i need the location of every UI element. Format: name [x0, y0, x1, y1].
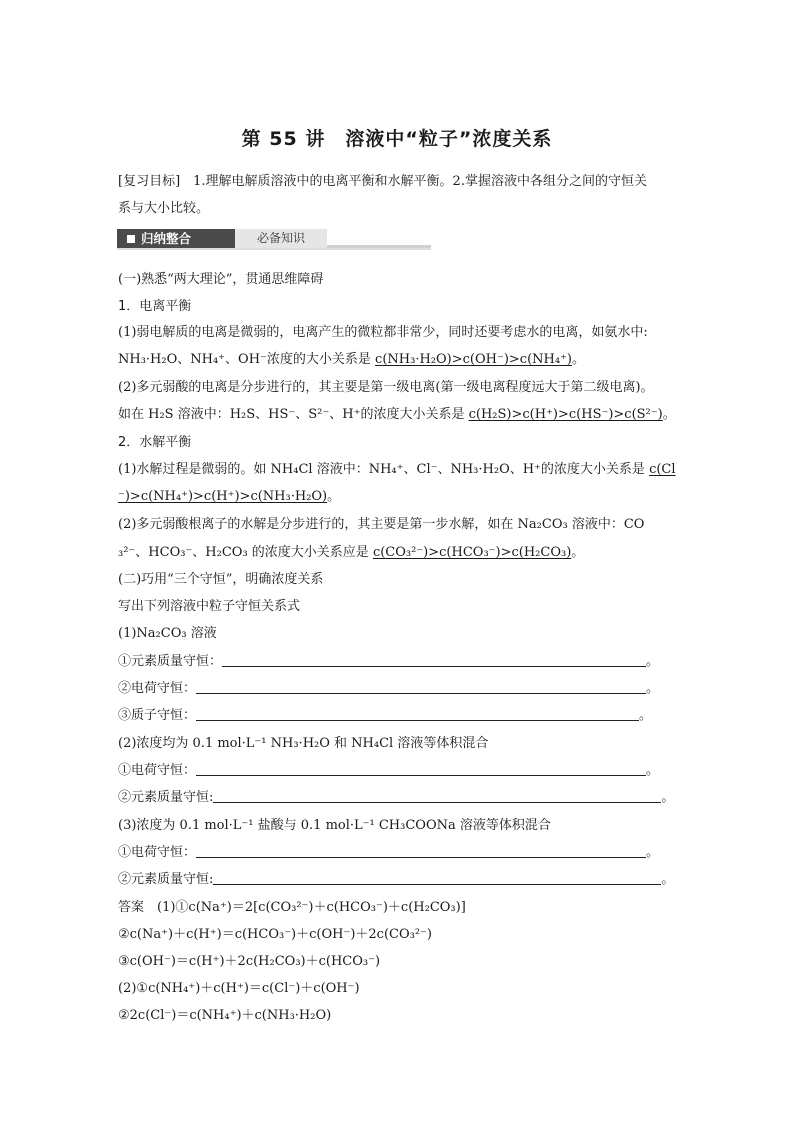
paragraph-3-line-1	[118, 462, 676, 478]
paragraph-1-text: NH₃·H₂O、NH₄⁺、OH⁻浓度的大小关系是	[118, 352, 376, 367]
review-goals-line-1: [复习目标] 1.理解电解质溶液中的电离平衡和水解平衡。2.掌握溶液中各组分之间的守恒关	[118, 174, 647, 189]
paragraph-2-text: 如在 H₂S 溶液中：H₂S、HS⁻、S²⁻、H⁺的浓度大小关系是	[118, 407, 469, 422]
section-banner	[117, 229, 431, 251]
banner-main-label: 归纳整合	[141, 231, 192, 246]
q2-item-1	[118, 763, 659, 779]
q2-item-2	[118, 790, 674, 806]
answer-blank[interactable]	[196, 763, 646, 776]
answer-blank[interactable]	[196, 681, 646, 694]
q3-item-2-label: ②元素质量守恒:	[118, 872, 214, 887]
review-goals-line-2: 系与大小比较。	[118, 201, 210, 216]
period: 。	[639, 708, 653, 723]
answer-line-5: ②2c(Cl⁻)＝c(NH₄⁺)＋c(NH₃·H₂O)	[118, 1008, 332, 1023]
q1-item-2	[118, 681, 659, 697]
period: 。	[646, 763, 660, 778]
q3-item-1-label: ①电荷守恒：	[118, 845, 197, 860]
answer-3-part-1: c(Cl	[649, 462, 676, 477]
answer-line-2: ②c(Na⁺)＋c(H⁺)＝c(HCO₃⁻)＋c(OH⁻)＋2c(CO₃²⁻)	[118, 927, 432, 942]
paragraph-4-line-1: (2)多元弱酸根离子的水解是分步进行的，其主要是第一步水解，如在 Na₂CO₃ 溶液中：CO	[118, 517, 645, 532]
question-2: (2)浓度均为 0.1 mol·L⁻¹ NH₃·H₂O 和 NH₄Cl 溶液等体积混合	[118, 736, 489, 751]
q3-item-2	[118, 872, 674, 888]
period: 。	[646, 654, 660, 669]
paragraph-2-line-1: (2)多元弱酸的电离是分步进行的，其主要是第一级电离(第一级电离程度远大于第二级电离)。	[118, 380, 654, 395]
paragraph-1-line-2	[118, 352, 585, 368]
period: 。	[646, 845, 660, 860]
paragraph-4-line-2	[118, 545, 584, 561]
section-2-heading: (二)巧用“三个守恒”，明确浓度关系	[118, 572, 324, 587]
q1-item-3-label: ③质子守恒：	[118, 708, 197, 723]
period: 。	[661, 872, 675, 887]
q3-item-1	[118, 845, 659, 861]
subheading-ionization: 1．电离平衡	[118, 299, 192, 314]
answer-blank[interactable]	[213, 790, 661, 803]
answer-line-4: (2)①c(NH₄⁺)＋c(H⁺)＝c(Cl⁻)＋c(OH⁻)	[118, 981, 360, 996]
answer-blank[interactable]	[196, 708, 639, 721]
paragraph-4-text: ₃²⁻、HCO₃⁻、H₂CO₃ 的浓度大小关系应是	[118, 545, 373, 560]
answer-blank[interactable]	[213, 872, 661, 885]
subheading-hydrolysis: 2．水解平衡	[118, 435, 192, 450]
question-1: (1)Na₂CO₃ 溶液	[118, 626, 217, 641]
paragraph-2-line-2	[118, 407, 676, 423]
paragraph-1-line-1: (1)弱电解质的电离是微弱的，电离产生的微粒都非常少，同时还要考虑水的电离，如氨水中:	[118, 325, 648, 340]
answer-4: c(CO₃²⁻)>c(HCO₃⁻)>c(H₂CO₃)	[372, 545, 572, 560]
period: 。	[646, 681, 660, 696]
period: 。	[661, 790, 675, 805]
section-2-intro: 写出下列溶液中粒子守恒关系式	[118, 599, 301, 614]
period: 。	[662, 407, 676, 422]
q2-item-2-label: ②元素质量守恒:	[118, 790, 214, 805]
period: 。	[327, 489, 341, 504]
section-1-heading: (一)熟悉“两大理论”，贯通思维障碍	[118, 272, 324, 287]
answer-blank[interactable]	[196, 845, 646, 858]
answer-blank[interactable]	[222, 654, 646, 667]
answer-line-1: 答案 (1)①c(Na⁺)＝2[c(CO₃²⁻)＋c(HCO₃⁻)＋c(H₂CO₃)]	[118, 900, 466, 915]
q1-item-2-label: ②电荷守恒：	[118, 681, 197, 696]
banner-main	[117, 229, 235, 248]
question-3: (3)浓度为 0.1 mol·L⁻¹ 盐酸与 0.1 mol·L⁻¹ CH₃COONa 溶液等体积混合	[118, 818, 551, 833]
page-title: 第 55 讲 溶液中“粒子”浓度关系	[241, 128, 553, 150]
period: 。	[571, 545, 585, 560]
answer-line-3: ③c(OH⁻)＝c(H⁺)＋2c(H₂CO₃)＋c(HCO₃⁻)	[118, 954, 381, 969]
q2-item-1-label: ①电荷守恒：	[118, 763, 197, 778]
q1-item-1-label: ①元素质量守恒：	[118, 654, 223, 669]
answer-1: c(NH₃·H₂O)>c(OH⁻)>c(NH₄⁺)	[375, 352, 573, 367]
banner-shadow	[117, 248, 431, 250]
square-icon	[127, 235, 135, 243]
q1-item-1	[118, 654, 659, 670]
period: 。	[572, 352, 586, 367]
answer-3-part-2: ⁻)>c(NH₄⁺)>c(H⁺)>c(NH₃·H₂O)	[118, 489, 328, 504]
banner-tag: 必备知识	[235, 229, 327, 248]
paragraph-3-line-2	[118, 489, 340, 505]
paragraph-3-text: (1)水解过程是微弱的。如 NH₄Cl 溶液中：NH₄⁺、Cl⁻、NH₃·H₂O、H⁺的浓度大小关系是	[118, 462, 650, 477]
q1-item-3	[118, 708, 652, 724]
answer-2: c(H₂S)>c(H⁺)>c(HS⁻)>c(S²⁻)	[468, 407, 663, 422]
